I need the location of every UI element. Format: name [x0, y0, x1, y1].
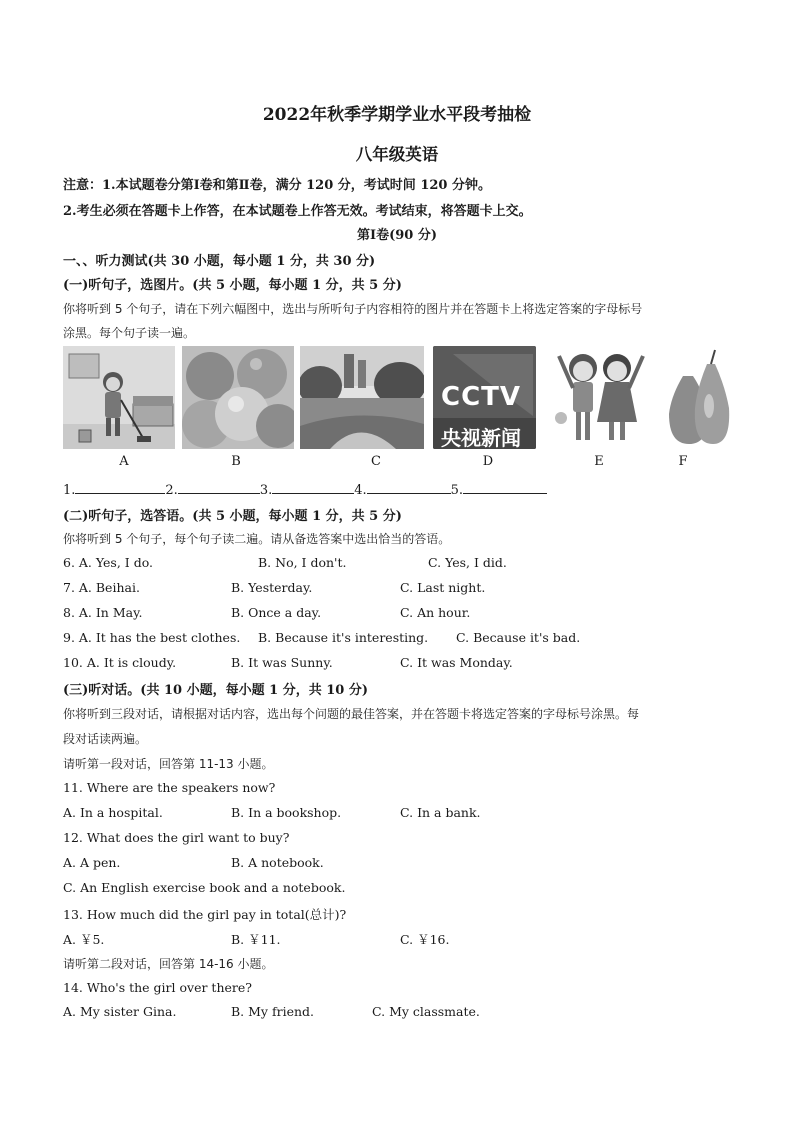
picture-f [663, 346, 731, 449]
q7-option-c: C. Last night. [400, 580, 486, 595]
dialog2-instruction: 请听第二段对话，回答第 14-16 小题。 [63, 957, 274, 971]
blank-label-5: 5. [450, 483, 464, 498]
picture-label-c: C [371, 454, 381, 469]
picture-e [545, 346, 657, 449]
part1-instruction-1: 你将听到 5 个句子，请在下列六幅图中，选出与所听句子内容相符的图片并在答题卡上将选定答案的字母标号 [63, 302, 643, 316]
q13-option-c: C. ￥16. [400, 932, 450, 947]
picture-label-a: A [119, 454, 129, 469]
q14-option-b: B. My friend. [231, 1004, 314, 1019]
part2-instruction: 你将听到 5 个句子，每个句子读二遍。请从备选答案中选出恰当的答语。 [63, 532, 451, 546]
blank-label-1: 1. [63, 483, 76, 498]
blank-label-3: 3. [259, 483, 273, 498]
q6-option-b: B. No, I don't. [258, 555, 347, 570]
blank-label-2: 2. [165, 483, 178, 498]
part3-instruction-2: 段对话读两遍。 [63, 732, 148, 746]
answer-blank-5[interactable] [463, 481, 547, 494]
picture-label-f: F [678, 454, 688, 469]
q9-option-a: 9. A. It has the best clothes. [63, 630, 241, 645]
picture-b [182, 346, 294, 449]
answer-blank-3[interactable] [272, 481, 354, 494]
q10-option-a: 10. A. It is cloudy. [63, 655, 177, 670]
blank-label-4: 4. [354, 483, 367, 498]
answer-blank-2[interactable] [178, 481, 260, 494]
cctv-news-text: 央视新闻 [441, 426, 521, 449]
pears-icon [663, 346, 731, 449]
part3-instruction-1: 你将听到三段对话，请根据对话内容，选出每个问题的最佳答案，并在答题卡将选定答案的字母标号涂黑。每 [63, 707, 640, 721]
part1-heading: (一)听句子，选图片。(共 5 小题，每小题 1 分，共 5 分) [63, 278, 402, 293]
q8-option-c: C. An hour. [400, 605, 471, 620]
cctv-logo-text: CCTV [441, 382, 522, 412]
volume-heading: 第Ⅰ卷(90 分) [357, 228, 437, 243]
exam-subtitle: 八年级英语 [355, 145, 439, 164]
q11-option-a: A. In a hospital. [63, 805, 163, 820]
park-scene-icon [300, 346, 424, 449]
dialog1-instruction: 请听第一段对话，回答第 11-13 小题。 [63, 757, 274, 771]
q11-option-c: C. In a bank. [400, 805, 481, 820]
q10-option-b: B. It was Sunny. [231, 655, 333, 670]
q10-option-c: C. It was Monday. [400, 655, 513, 670]
q14-option-c: C. My classmate. [372, 1004, 480, 1019]
q7-option-b: B. Yesterday. [231, 580, 313, 595]
picture-label-e: E [594, 454, 604, 469]
q14-option-a: A. My sister Gina. [63, 1004, 177, 1019]
girl-sweeping-room-icon [63, 346, 175, 449]
answer-blank-1[interactable] [75, 481, 165, 494]
q13-option-a: A. ￥5. [63, 932, 105, 947]
q12-option-a: A. A pen. [63, 855, 121, 870]
part1-instruction-2: 涂黑。每个句子读一遍。 [63, 326, 196, 340]
q7-option-a: 7. A. Beihai. [63, 580, 140, 595]
q9-option-b: B. Because it's interesting. [258, 630, 429, 645]
q11-option-b: B. In a bookshop. [231, 805, 342, 820]
picture-a [63, 346, 175, 449]
q13-option-b: B. ￥11. [231, 932, 281, 947]
part2-heading: (二)听句子，选答语。(共 5 小题，每小题 1 分，共 5 分) [63, 509, 402, 524]
q6-option-c: C. Yes, I did. [428, 555, 507, 570]
note-line-1: 注意：1.本试题卷分第Ⅰ卷和第Ⅱ卷，满分 120 分，考试时间 120 分钟。 [63, 178, 491, 193]
q14-stem: 14. Who's the girl over there? [63, 980, 252, 995]
q8-option-a: 8. A. In May. [63, 605, 143, 620]
answer-blank-4[interactable] [367, 481, 451, 494]
part3-heading: (三)听对话。(共 10 小题，每小题 1 分，共 10 分) [63, 683, 368, 698]
picture-label-d: D [482, 454, 494, 469]
answer-blanks [63, 481, 547, 498]
section1-heading: 一、、听力测试(共 30 小题，每小题 1 分，共 30 分) [63, 254, 376, 269]
exam-title: 2022年秋季学期学业水平段考抽检 [262, 105, 532, 125]
picture-c [300, 346, 424, 449]
q11-stem: 11. Where are the speakers now? [63, 780, 276, 795]
two-girls-icon [545, 346, 657, 449]
q12-option-c: C. An English exercise book and a notebook. [63, 880, 346, 895]
q12-stem: 12. What does the girl want to buy? [63, 830, 290, 845]
picture-d [433, 346, 536, 449]
q12-option-b: B. A notebook. [231, 855, 324, 870]
q9-option-c: C. Because it's bad. [456, 630, 581, 645]
q6-option-a: 6. A. Yes, I do. [63, 555, 153, 570]
note-line-2: 2.考生必须在答题卡上作答，在本试题卷上作答无效。考试结束，将答题卡上交。 [63, 204, 532, 219]
q13-stem: 13. How much did the girl pay in total(总计)? [63, 907, 347, 922]
apples-icon [182, 346, 294, 449]
picture-label-b: B [231, 454, 241, 469]
q8-option-b: B. Once a day. [231, 605, 322, 620]
